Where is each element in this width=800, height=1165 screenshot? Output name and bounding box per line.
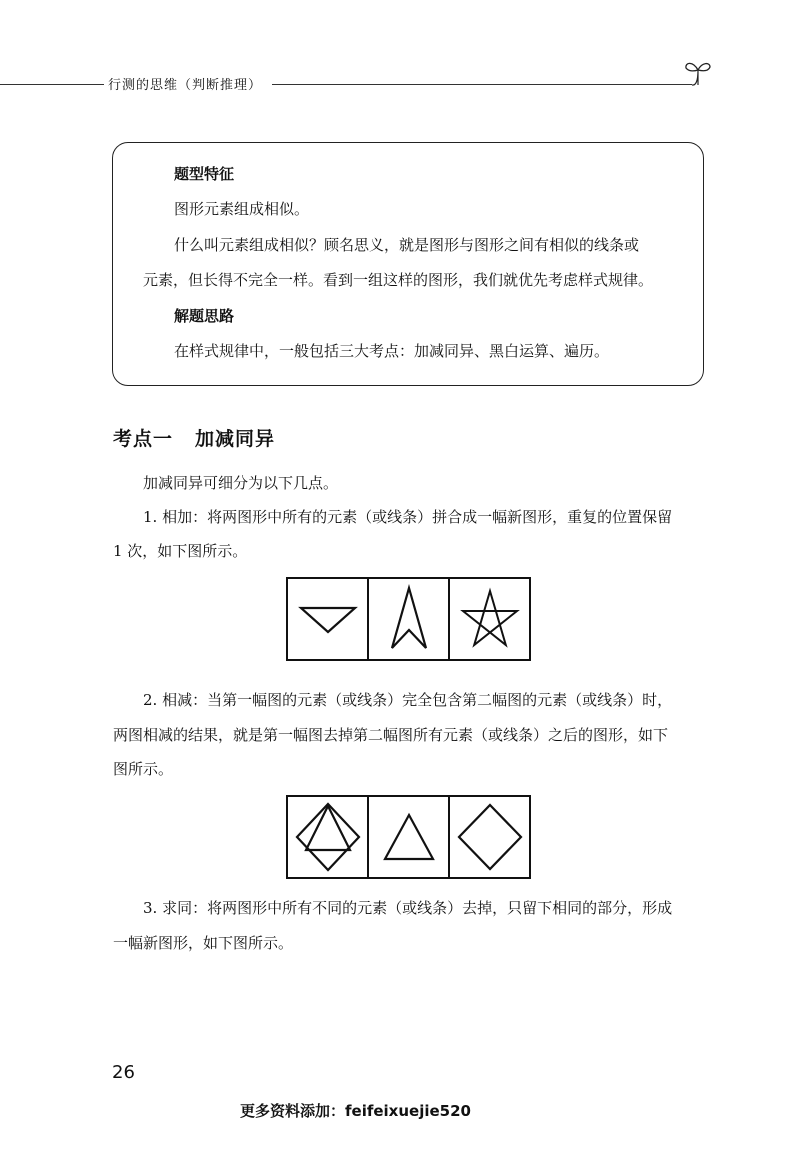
- figure-cell: [450, 797, 529, 877]
- item1-line-2: 1 次，如下图所示。: [113, 542, 248, 560]
- section-heading: [113, 424, 275, 451]
- header-rule-right: [272, 84, 692, 85]
- five-point-star-figure: [458, 587, 522, 651]
- sprout-icon: [683, 58, 713, 86]
- triangle-figure: [381, 811, 437, 863]
- arrowhead-figure: [384, 584, 434, 654]
- figure-cell: [369, 579, 450, 659]
- feature-line-2: 什么叫元素组成相似？顾名思义，就是图形与图形之间有相似的线条或: [174, 236, 640, 254]
- section-label: 考点一: [113, 428, 174, 450]
- header-rule-left: [0, 84, 104, 85]
- subtraction-figure-strip: [286, 795, 531, 879]
- item3-line-2: 一幅新图形，如下图所示。: [113, 934, 294, 952]
- diamond-figure: [456, 802, 524, 872]
- inverted-triangle-figure: [298, 599, 358, 639]
- addition-figure-strip: [286, 577, 531, 661]
- item3-line-1: 3. 求同：将两图形中所有不同的元素（或线条）去掉，只留下相同的部分，形成: [143, 899, 673, 917]
- approach-line: 在样式规律中，一般包括三大考点：加减同异、黑白运算、遍历。: [174, 342, 610, 360]
- running-header-title: 行测的思维（判断推理）: [108, 78, 263, 93]
- item2-line-2: 两图相减的结果，就是第一幅图去掉第二幅图所有元素（或线条）之后的图形，如下: [113, 726, 669, 744]
- feature-line-1: 图形元素组成相似。: [174, 200, 310, 218]
- section-title: 加减同异: [195, 428, 276, 450]
- figure-cell: [369, 797, 450, 877]
- item2-line-3: 图所示。: [113, 760, 174, 778]
- figure-cell: [288, 579, 369, 659]
- item1-line-1: 1. 相加：将两图形中所有的元素（或线条）拼合成一幅新图形，重复的位置保留: [143, 508, 673, 526]
- page-number: 26: [112, 1062, 135, 1083]
- feature-line-3: 元素，但长得不完全一样。看到一组这样的图形，我们就优先考虑样式规律。: [143, 271, 654, 289]
- approach-heading: 解题思路: [174, 307, 235, 325]
- footer-note: 更多资料添加：feifeixuejie520: [240, 1102, 471, 1120]
- figure-cell: [450, 579, 529, 659]
- figure-cell: [288, 797, 369, 877]
- item2-line-1: 2. 相减：当第一幅图的元素（或线条）完全包含第二幅图的元素（或线条）时，: [143, 691, 673, 709]
- triangle-inside-diamond-figure: [294, 801, 362, 873]
- intro-text: 加减同异可细分为以下几点。: [143, 474, 339, 492]
- feature-heading: 题型特征: [174, 165, 235, 183]
